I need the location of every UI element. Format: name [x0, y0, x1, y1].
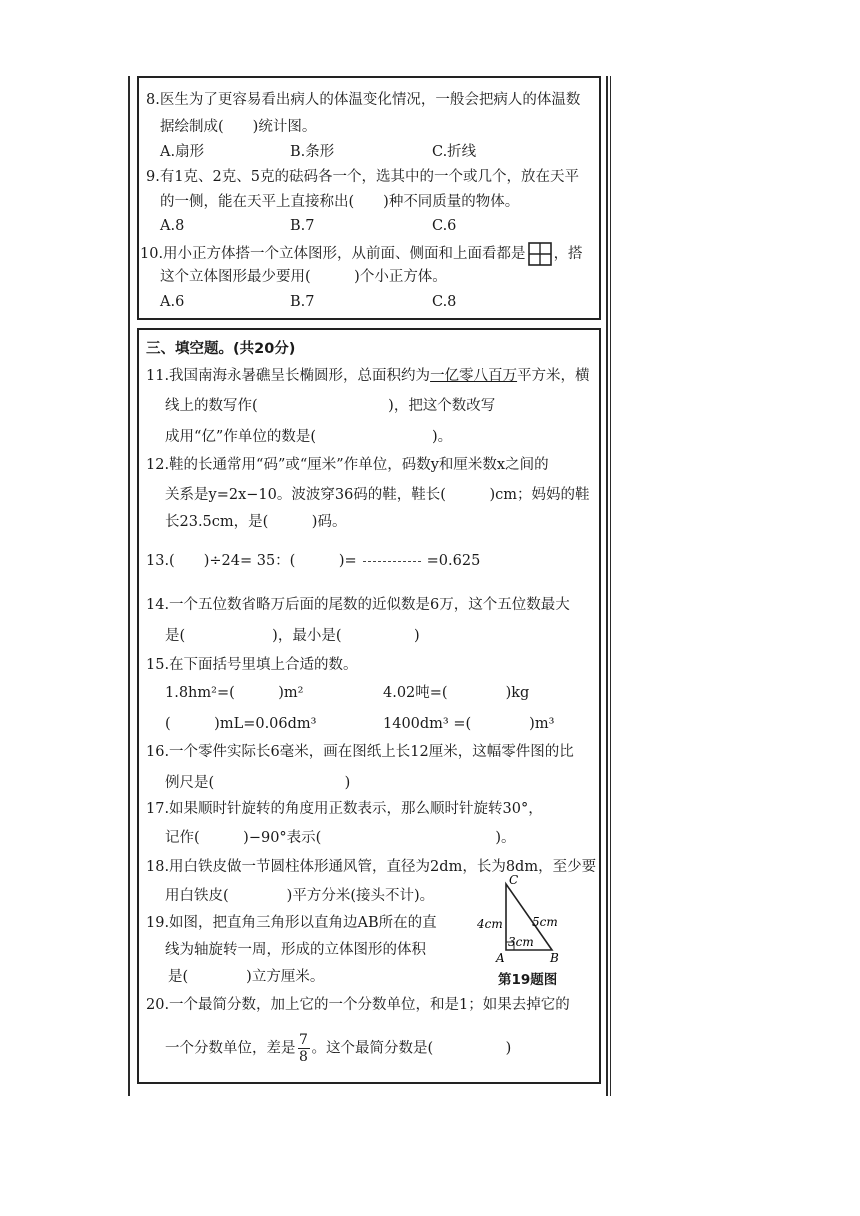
q20-fraction-numerator: 7: [299, 1032, 308, 1048]
q8-option-c: C.折线: [432, 144, 477, 160]
q11-underlined-number: 一亿零八百万: [430, 368, 518, 384]
right-margin-line-inner: [610, 76, 611, 1096]
q19-line1: 19.如图，把直角三角形以直角边AB所在的直: [146, 915, 437, 931]
q10-option-a: A.6: [160, 294, 185, 310]
q12-line1: 12.鞋的长通常用“码”或“厘米”作单位，码数y和厘米数x之间的: [146, 457, 549, 473]
q11-line2: 线上的数写作( )，把这个数改写: [165, 398, 496, 414]
q11-line1-text-b: 平方米，横: [517, 368, 590, 384]
q16-line1: 16.一个零件实际长6毫米，画在图纸上长12厘米，这幅零件图的比: [146, 744, 574, 760]
vertex-b-label: B: [550, 951, 559, 962]
q13-fraction-blank: [363, 561, 421, 562]
q15-item-d: 1400dm³ =( )m³: [383, 716, 555, 732]
q19-line3: 是( )立方厘米。: [168, 969, 325, 985]
q16-line2: 例尺是( ): [165, 775, 351, 791]
q12-line2: 关系是y=2x−10。波波穿36码的鞋，鞋长( )cm；妈妈的鞋: [165, 487, 590, 503]
two-by-two-grid-icon: [528, 242, 552, 266]
q9-option-c: C.6: [432, 218, 457, 234]
side-ca-label: 4cm: [477, 917, 503, 931]
q9-line2: 的一侧，能在天平上直接称出( )种不同质量的物体。: [160, 194, 520, 210]
q19-line2: 线为轴旋转一周，形成的立体图形的体积: [165, 942, 426, 958]
q10-option-b: B.7: [290, 294, 315, 310]
q20-line1: 20.一个最简分数，加上它的一个分数单位，和是1；如果去掉它的: [146, 997, 570, 1013]
q12-line3: 长23.5cm，是( )码。: [165, 514, 347, 530]
q11-line3: 成用“亿”作单位的数是( )。: [165, 429, 453, 445]
q20-fraction-denominator: 8: [299, 1049, 308, 1065]
q20-line2-text-b: 。这个最简分数是( ): [311, 1040, 512, 1057]
right-margin-line: [606, 76, 608, 1096]
q11-line1-text-a: 11.我国南海永暑礁呈长椭圆形，总面积约为: [146, 368, 431, 384]
section-3-title: 三、填空题。(共20分): [146, 341, 296, 357]
q13-text-a: 13.( )÷24= 35：( )=: [146, 553, 357, 569]
q8-line1: 8.医生为了更容易看出病人的体温变化情况，一般会把病人的体温数: [146, 92, 581, 108]
q8-line2: 据绘制成( )统计图。: [160, 119, 317, 135]
q10-line2: 这个立体图形最少要用( )个小正方体。: [160, 269, 447, 285]
q20-line2-text-a: 一个分数单位，差是: [165, 1040, 296, 1057]
q18-line1: 18.用白铁皮做一节圆柱体形通风管，直径为2dm，长为8dm，至少要: [146, 859, 597, 875]
q14-line1: 14.一个五位数省略万后面的尾数的近似数是6万，这个五位数最大: [146, 597, 570, 613]
q15-item-b: 4.02吨=( )kg: [383, 685, 530, 701]
q13-text-b: =0.625: [426, 553, 481, 569]
q9-option-a: A.8: [160, 218, 185, 234]
q15-item-c: ( )mL=0.06dm³: [165, 716, 317, 732]
side-ab-label: 3cm: [508, 935, 534, 949]
q17-line1: 17.如果顺时针旋转的角度用正数表示，那么顺时针旋转30°，: [146, 801, 543, 817]
vertex-a-label: A: [496, 951, 505, 962]
vertex-c-label: C: [509, 874, 519, 887]
q10-line1-text-a: 10.用小正方体搭一个立体图形，从前面、侧面和上面看都是: [140, 246, 526, 262]
q8-option-a: A.扇形: [160, 144, 205, 160]
q10-line1: [140, 242, 583, 266]
q8-option-b: B.条形: [290, 144, 335, 160]
q20-fraction: [298, 1032, 310, 1065]
q17-line2: 记作( )−90°表示( )。: [165, 830, 516, 846]
q10-line1-text-b: ，搭: [553, 246, 583, 262]
q19-figure-caption: 第19题图: [498, 972, 558, 988]
q11-line1: [146, 367, 590, 385]
q14-line2: 是( )，最小是( ): [165, 628, 420, 644]
left-margin-line: [128, 76, 130, 1096]
q20-line2: [165, 1032, 511, 1065]
side-cb-label: 5cm: [532, 915, 558, 929]
q15-title: 15.在下面括号里填上合适的数。: [146, 657, 358, 673]
q19-triangle-figure: [476, 874, 576, 962]
q10-option-c: C.8: [432, 294, 457, 310]
q13-line: [146, 552, 480, 570]
q9-option-b: B.7: [290, 218, 315, 234]
q15-item-a: 1.8hm²=( )m²: [165, 685, 304, 701]
q18-line2: 用白铁皮( )平方分米(接头不计)。: [165, 888, 435, 904]
q9-line1: 9.有1克、2克、5克的砝码各一个，选其中的一个或几个，放在天平: [146, 169, 580, 185]
